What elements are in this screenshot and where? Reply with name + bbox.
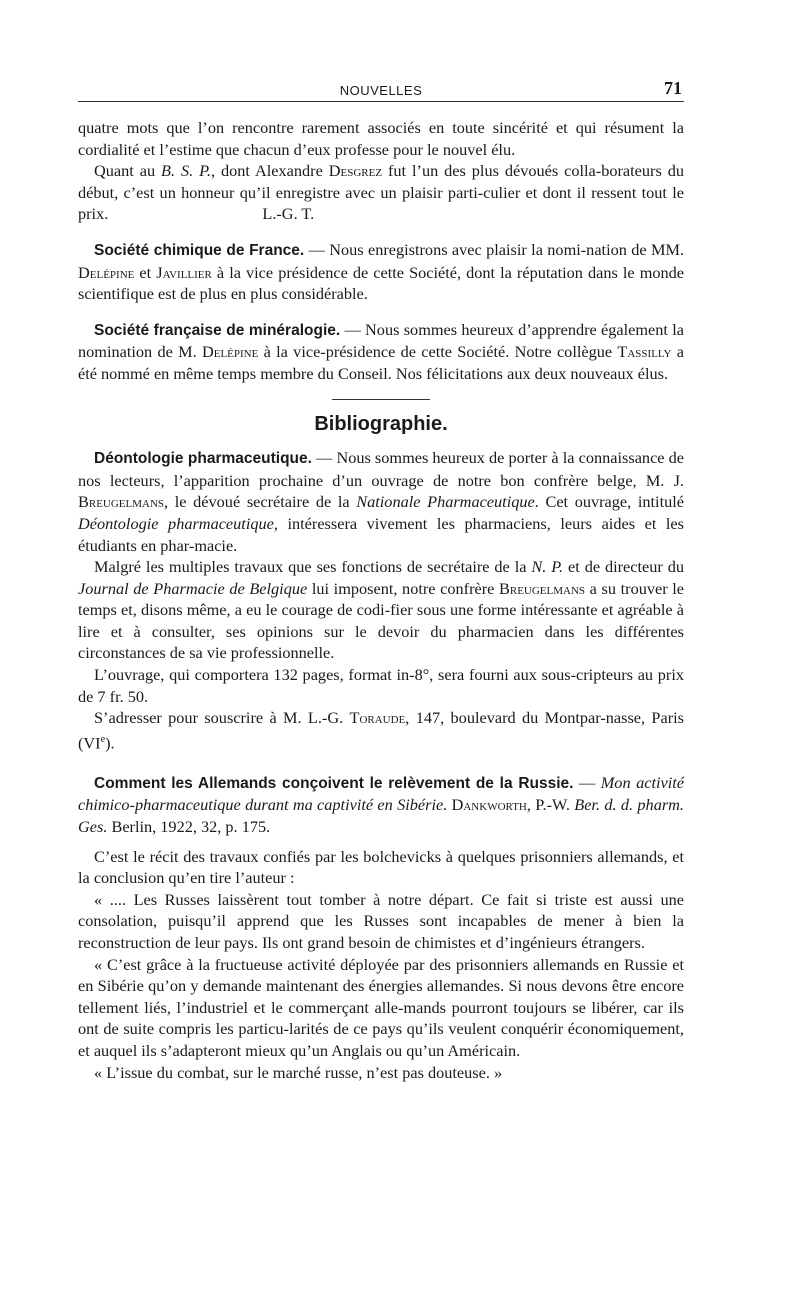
paragraph-ouvrage: L’ouvrage, qui comportera 132 pages, format in-8°, sera fourni aux sous-cripteurs au prix de 7 fr. 50. <box>78 665 684 706</box>
heading-deontologie: Déontologie pharmaceutique. <box>94 450 312 468</box>
section-title: Bibliographie. <box>314 412 448 435</box>
paragraph-societe-chimique: Société chimique de France. — Nous enregistrons avec plaisir la nomi-nation de MM. Delépine et Javillier à la vice présidence de cette Société, dont la réputation dans le monde scientifique est de plus en plus considérable. <box>78 239 685 304</box>
paragraph-quote-1: « .... Les Russes laissèrent tout tomber à notre départ. Ce fait si triste est aussi une consolation, puisqu’il apprend que les Russes sont incapables de mener à bien la reconstruction de leur pays. Ils ont grand besoin de chimistes et d’ingénieurs étrangers. <box>78 889 684 953</box>
paragraph-allemands: Comment les Allemands conçoivent le relèvement de la Russie. — Mon activité chimico-pharmaceutique durant ma captivité en Sibérie. Dankworth, P.-W. Ber. d. d. pharm. Ges. Berlin, 1922, 32, p. 175. <box>78 772 685 837</box>
section-divider <box>332 399 430 400</box>
heading-societe-chimique: Société chimique de France. <box>94 241 305 259</box>
paragraph-quote-2: « C’est grâce à la fructueuse activité déployée par des prisonniers allemands en Russie et en Sibérie qu’on y demande maintenant des énergies allemandes. Si nous devons être encore tellement liés, l’industriel et le commerçant alle-mands pourront toujours se libérer, car ils ont de suite compris les particu-larités de ce pays qu’ils veulent conquérir économiquement, et auquel ils s’adapteront mieux qu’un Anglais ou qu’un Américain. <box>78 954 684 1060</box>
paragraph-deontologie: Déontologie pharmaceutique. — Nous sommes heureux de porter à la connaissance de nos lecteurs, l’apparition prochaine d’un ouvrage de notre bon confrère belge, M. J. Breugelmans, le dévoué secrétaire de la Nationale Pharmaceutique. Cet ouvrage, intitulé Déontologie pharmaceutique, intéressera vivement les pharmaciens, leurs aides et les étudiants en phar-macie. <box>78 448 685 555</box>
header-rule <box>78 101 684 102</box>
heading-allemands: Comment les Allemands conçoivent le relèvement de la Russie. <box>94 774 574 792</box>
signature: L.-G. T. <box>262 204 315 224</box>
paragraph-malgre: Malgré les multiples travaux que ses fonctions de secrétaire de la N. P. et de directeur du Journal de Pharmacie de Belgique lui imposent, notre confrère Breugelmans a su trouver le temps et, disons même, a eu le courage de codi-fier sous une forme intéressante et agréable à lire et à consulter, ses opinions sur le devoir du pharmacien dans les différentes circonstances de sa vie professionnelle. <box>78 557 685 663</box>
page-header <box>78 78 684 98</box>
paragraph-tribute: quatre mots que l’on rencontre rarement associés en toute sincérité et qui résument la cordialité et l’estime que chacun d’eux professe pour le nouvel élu. <box>78 118 684 159</box>
paragraph-tribute-cont: Quant au B. S. P., dont Alexandre Desgrez fut l’un des plus dévoués colla-borateurs du début, c’est un honneur qu’il enregistre avec un plaisir parti-culier et dont il ressent tout le prix. L.-G. T. <box>78 161 684 224</box>
page-body <box>78 117 684 1083</box>
page-number: 71 <box>664 78 682 98</box>
running-title: NOUVELLES <box>339 83 423 98</box>
paragraph-quote-3: « L’issue du combat, sur le marché russe, n’est pas douteuse. » <box>94 1062 503 1082</box>
heading-societe-mineralogie: Société française de minéralogie. <box>94 321 341 339</box>
paragraph-recit: C’est le récit des travaux confiés par les bolchevicks à quelques prisonniers allemands, et la conclusion qu’en tire l’auteur : <box>78 846 684 888</box>
paragraph-adresser: S’adresser pour souscrire à M. L.-G. Toraude, 147, boulevard du Montpar-nasse, Paris (VIe). <box>78 708 684 753</box>
paragraph-societe-mineralogie: Société française de minéralogie. — Nous sommes heureux d’apprendre également la nomination de M. Delépine à la vice-présidence de cette Société. Notre collègue Tassilly a été nommé en même temps membre du Conseil. Nos félicitations aux deux nouveaux élus. <box>78 319 685 383</box>
